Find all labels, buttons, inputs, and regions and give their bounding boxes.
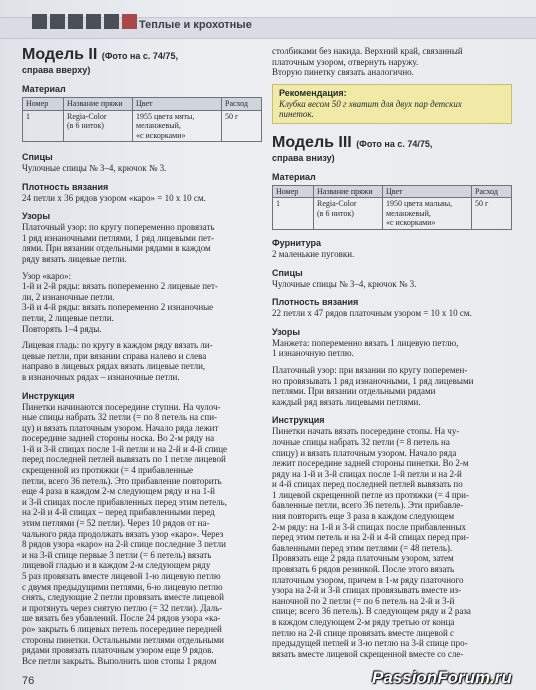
decor-square-red	[122, 14, 137, 29]
patterns-heading: Узоры	[272, 326, 301, 337]
text-line: цевые петли, при вязании справа налево и слева	[22, 350, 207, 361]
col-header-color: Цвет	[133, 98, 222, 111]
color-line: «с искорками»	[386, 218, 436, 228]
material-heading: Материал	[272, 171, 316, 182]
text-line: Вторую пинетку связать аналогично.	[272, 67, 414, 78]
text-line: лями. При вязании отдельными рядами в каждом	[22, 243, 211, 254]
col-header-number: Номер	[23, 98, 64, 111]
text-line: Повторять 1–4 ряды.	[22, 323, 102, 334]
fittings-text: 2 маленькие пуговки.	[272, 248, 355, 259]
text-line: 1 изнаночную петлю.	[272, 348, 354, 359]
yarn-threads: (в 6 ниток)	[317, 208, 354, 218]
text-line: петлями. При вязании отдельными рядами	[272, 386, 436, 397]
text-line: стороны пинетки. Остальными петлями отдельными	[22, 634, 224, 645]
model-ii-name: Модель II	[22, 46, 98, 63]
text-line: ния повторить еще 3 раза в каждом следующем	[272, 511, 455, 522]
garter-pattern-text	[272, 365, 512, 407]
color-line: 1955 цвета мяты,	[136, 111, 195, 121]
text-line: платочным узором, причем в 1-м ряду платочного	[272, 574, 464, 585]
decor-square	[86, 14, 101, 29]
instructions-text	[272, 426, 512, 659]
decor-square	[68, 14, 83, 29]
left-column	[22, 46, 262, 666]
text-line: ше вязать без убавлений. После 24 рядов узора «ка-	[22, 613, 221, 624]
text-line: лочные спицы набрать 32 петли (= 8 петель на	[272, 436, 450, 447]
text-line: Лицевая гладь: по кругу в каждом ряду вязать ли-	[22, 340, 213, 351]
model-iii-photo-position: справа внизу)	[272, 152, 335, 163]
cell-color	[133, 110, 222, 142]
text-line: 8 рядов узора «каро» на 2-й спице последние 3 петли	[22, 539, 226, 550]
density-heading: Плотность вязания	[22, 181, 109, 192]
text-line: ро» закрыть 6 лицевых петель посередине передней	[22, 623, 222, 634]
cell-number: 1	[273, 198, 314, 230]
cell-amount: 50 г	[472, 198, 512, 230]
text-line: ряду вязать лицевые петли.	[22, 253, 127, 264]
text-line: перед последней петлей вывязать по 1 петле лицевой	[22, 454, 226, 465]
text-line: Платочный узор: при вязании по кругу поперемен-	[272, 364, 468, 375]
text-line: Провязать еще 2 ряда платочным узором, затем	[272, 553, 454, 564]
fittings-heading: Фурнитура	[272, 237, 322, 248]
text-line: спицу) и вязать платочным узором. Начало ряда	[272, 447, 457, 458]
text-line: ли, 2 изнаночные петли.	[22, 291, 115, 302]
text-line: в каждом следующем 2-м ряду третью от конца	[272, 617, 455, 627]
text-line: этим петлями (= 52 петли). Через 10 рядов от на-	[22, 518, 210, 529]
text-line: Пинетки начать вязать посередине стопы. На чу-	[272, 426, 460, 437]
recommendation-line: пинеток.	[279, 109, 314, 120]
col-header-yarn: Название пряжи	[64, 98, 133, 111]
text-line: посередине задней стороны носка. Во 2-м ряду на	[22, 433, 215, 444]
col-header-amount: Расход	[222, 98, 262, 111]
text-line: еще 4 раза в каждом 2-м следующем ряду и на 1-й	[22, 486, 215, 497]
spokes-heading: Спицы	[22, 152, 53, 162]
text-line: Манжета: попеременно вязать 1 лицевую петлю,	[272, 337, 459, 348]
col-header-number: Номер	[273, 185, 314, 198]
text-line: лицевой гладью и в каждом 2-м следующем ряду	[22, 560, 211, 571]
density-text: 22 петли х 47 рядов платочным узором = 10 х 10 см.	[272, 308, 472, 319]
text-line: рядами провязать платочным узором еще 9 рядов.	[22, 645, 214, 656]
model-ii-photo-position: справа вверху)	[22, 65, 91, 75]
text-line: 1 ряд изнаночными петлями, 1 ряд лицевыми пет-	[22, 232, 214, 243]
material-heading: Материал	[22, 84, 66, 94]
text-line: Платочный узор: по кругу попеременно провязать	[22, 222, 215, 233]
model-ii-title	[22, 46, 262, 65]
cell-color	[383, 198, 472, 230]
text-line: 2-м ряду: на 1-й и 3-й спицах после прибавленных	[272, 521, 467, 532]
density-text: 24 петли х 36 рядов узором «каро» = 10 х 10 см.	[22, 192, 206, 203]
text-line: с двумя предыдущими петлями, 6-ю лицевую петлю	[22, 581, 223, 592]
density-heading: Плотность вязания	[272, 297, 359, 308]
cell-amount: 50 г	[222, 110, 262, 142]
text-line: чального ряда продолжать вязать узор «каро». Через	[22, 528, 224, 539]
text-line: перед этим петель и на 2-й и 4-й спицах перед при-	[272, 532, 469, 543]
model-iii-name: Модель III	[272, 133, 352, 151]
text-line: 5 раз провязать вместе лицевой 1-ю лицевую петлю	[22, 571, 221, 581]
text-line: 1-й и 3-й спицах после 1-й петли и на 2-й и 4-й спице	[22, 443, 228, 454]
cell-yarn	[64, 110, 133, 142]
recommendation-line: Клубка весом 50 г хватит для двух пар детских	[279, 98, 462, 109]
continuation-text	[272, 46, 512, 78]
table-row	[23, 110, 262, 142]
table-row	[273, 198, 512, 230]
instructions-heading: Инструкция	[22, 390, 75, 401]
instructions-heading: Инструкция	[272, 415, 325, 426]
text-line: и протянуть через снятую петлю (= 32 петли). Даль-	[22, 602, 223, 613]
text-line: цу) и вязать платочным узором. Начало ряда лежит	[22, 422, 219, 433]
spokes-heading: Спицы	[272, 267, 303, 278]
decor-square	[32, 14, 47, 29]
text-line: и 4-й спицах перед последней петлей вывязать по	[272, 479, 463, 490]
text-line: петлю на 2-й спице провязать вместе лицевой с	[272, 627, 455, 638]
color-line: 1950 цвета мальвы,	[386, 199, 453, 209]
text-line: направо в лицевых рядах вязать лицевые петли,	[22, 361, 206, 372]
text-line: бавленные петли, всего 36 петель). Эти прибавле-	[272, 500, 464, 511]
color-line: меланжевый,	[136, 121, 181, 130]
karo-pattern-text	[22, 271, 262, 335]
text-line: столбиками без накида. Верхний край, связанный	[272, 46, 463, 56]
text-line: на 2-й и 4-й спицах – перед прибавленными перед	[22, 507, 215, 518]
yarn-name: Regia-Color	[67, 111, 107, 121]
text-line: петли, 2 лицевые петли.	[22, 312, 114, 323]
table-header-row	[23, 98, 262, 111]
decor-square	[104, 14, 119, 29]
text-line: вязать вместе лицевой скрещенной вместе со сле-	[272, 648, 464, 659]
text-line: 1 лицевой скрещенной петле из протяжки (= 4 при-	[272, 489, 469, 500]
text-line: и на 3-й спице первые 3 петли (= 6 петель) вязать	[22, 549, 212, 560]
cell-number: 1	[23, 110, 64, 142]
yarn-threads: (в 6 ниток)	[67, 121, 104, 130]
col-header-yarn: Название пряжи	[314, 185, 383, 198]
text-line: узора на 2-й и 3-й спицах провязывать вместе из-	[272, 585, 462, 596]
text-line: платочным узором, отвернуть наружу.	[272, 56, 419, 67]
text-line: 1-й и 2-й ряды: вязать попеременно 2 лицевые пет-	[22, 281, 218, 292]
col-header-color: Цвет	[383, 185, 472, 198]
decor-square	[50, 14, 65, 29]
page-number: 76	[22, 675, 35, 687]
text-line: ные спицы набрать 32 петли (= по 8 петель на спи-	[22, 412, 218, 423]
watermark: PassionForum.ru	[372, 668, 512, 687]
text-line: и 3-й спицах после прибавленных перед этим петель,	[22, 496, 228, 507]
table-header-row	[273, 185, 512, 198]
text-line: наночной по 2 петли (= по 6 петель на 2-й и 3-й	[272, 595, 455, 606]
text-line: ряду на 1-й и 3-й спицах после 1-й петли и на 2-й	[272, 468, 462, 479]
spokes-text: Чулочные спицы № 3–4, крючок № 3.	[22, 163, 167, 173]
color-line: «с искорками»	[136, 130, 186, 140]
model-iii-title	[272, 134, 512, 153]
text-line: каждый ряд вязать лицевыми петлями.	[272, 396, 421, 407]
garter-pattern-text	[22, 222, 262, 264]
text-line: Узор «каро»:	[22, 270, 72, 281]
text-line: но провязывать 1 ряд изнаночными, 1 ряд лицевыми	[272, 375, 474, 386]
material-table	[22, 97, 262, 142]
text-line: Все петли закрыть. Выполнить шов стопы 1 рядом	[22, 655, 217, 666]
instructions-text	[22, 402, 262, 667]
spokes-text: Чулочные спицы № 3–4, крючок № 3.	[272, 278, 417, 289]
text-line: 3-й и 4-й ряды: вязать попеременно 2 изнаночные	[22, 302, 214, 313]
text-line: в изнаночных рядах – изнаночные петли.	[22, 371, 180, 382]
text-line: спице; всего 36 петель). В следующем ряду и 2 раза	[272, 606, 471, 617]
text-line: бавленными перед этим петлями (= 48 петель).	[272, 542, 453, 553]
cell-yarn	[314, 198, 383, 230]
model-ii-photo-ref: (Фото на с. 74/75,	[101, 51, 178, 61]
right-column	[272, 46, 512, 659]
model-iii-photo-ref: (Фото на с. 74/75,	[356, 138, 433, 149]
text-line: лежит посередине задней стороны пинетки. Во 2-м	[272, 458, 469, 469]
patterns-heading: Узоры	[22, 211, 51, 222]
stockinette-text	[22, 340, 262, 382]
header-decoration	[32, 14, 137, 29]
col-header-amount: Расход	[472, 185, 512, 198]
cuff-pattern-text	[272, 338, 512, 359]
recommendation-title: Рекомендация:	[279, 87, 347, 98]
yarn-name: Regia-Color	[317, 199, 357, 209]
material-table	[272, 185, 512, 230]
text-line: провязать 6 рядов резинкой. После этого вязать	[272, 564, 455, 575]
text-line: петли, всего 36 петель). Это прибавление повторить	[22, 475, 222, 486]
text-line: предыдущей петлей и 3-ю петлю на 3-й спице про-	[272, 638, 468, 649]
section-title: Теплые и крохотные	[139, 19, 252, 31]
text-line: снять, следующие 2 петли провязать вместе лицевой	[22, 592, 224, 603]
text-line: Пинетки начинаются посередине ступни. На чулоч-	[22, 401, 221, 412]
color-line: меланжевый,	[386, 208, 431, 218]
recommendation-box	[272, 84, 512, 124]
text-line: скрещенной из протяжки (= 4 прибавленные	[22, 465, 193, 476]
